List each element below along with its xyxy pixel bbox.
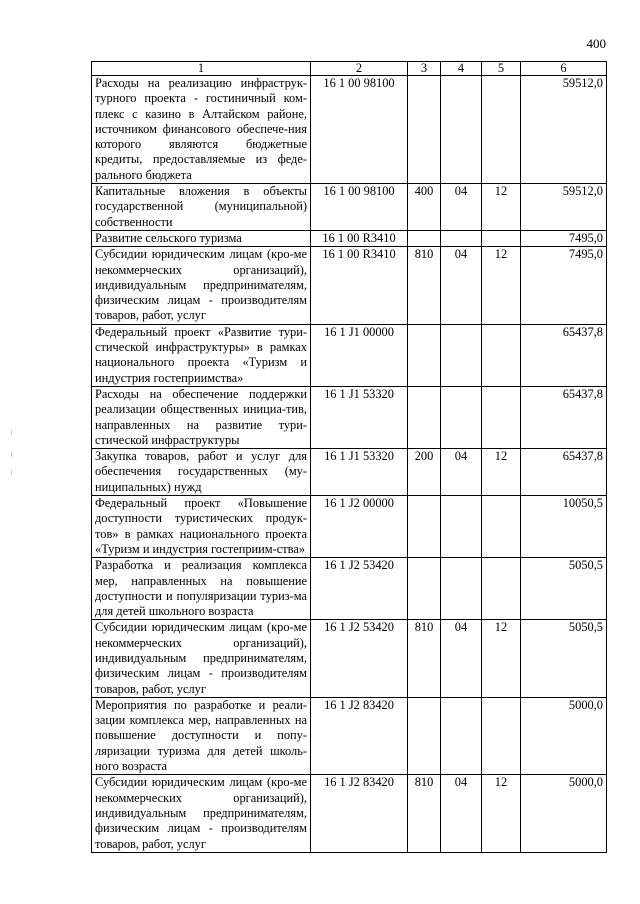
- target-code: 16 1 J2 00000: [311, 496, 408, 558]
- amount: 59512,0: [521, 184, 607, 231]
- expense-name: Разработка и реализация комплекса мер, направленных на повышение доступности и популяризации туриз-ма для детей школьного возраста: [92, 558, 311, 620]
- target-code: 16 1 J2 53420: [311, 620, 408, 697]
- amount: 10050,5: [521, 496, 607, 558]
- target-code: 16 1 00 98100: [311, 76, 408, 184]
- expense-type: [408, 324, 441, 386]
- table-row: [92, 386, 607, 448]
- expense-type: [408, 76, 441, 184]
- page-number: 400: [586, 36, 606, 51]
- column-header-5: 5: [482, 62, 521, 76]
- expense-type: [408, 496, 441, 558]
- expense-type: 810: [408, 775, 441, 852]
- table-row: [92, 558, 607, 620]
- expense-type: 810: [408, 620, 441, 697]
- subsection: [482, 496, 521, 558]
- target-code: 16 1 J1 53320: [311, 386, 408, 448]
- expense-name: Федеральный проект «Повышение доступности туристических продук-тов» в рамках национального проекта «Туризм и индустрия гостеприим-ства»: [92, 496, 311, 558]
- expense-name: Расходы на реализацию инфраструк-турного проекта - гостиничный ком-плекс с казино в Алтайском районе, источником финансового обеспече-ния которого являются бюджетные кредиты, предоставляемые из феде-рального бюджета: [92, 76, 311, 184]
- expense-name: Мероприятия по разработке и реали-зации комплекса мер, направленных на повышение доступности и попу-ляризации туризма для детей школь-ного возраста: [92, 697, 311, 774]
- target-code: 16 1 J1 00000: [311, 324, 408, 386]
- section: [441, 386, 482, 448]
- expense-type: 810: [408, 247, 441, 324]
- section: [441, 697, 482, 774]
- target-code: 16 1 J2 53420: [311, 558, 408, 620]
- amount: 5000,0: [521, 697, 607, 774]
- subsection: 12: [482, 184, 521, 231]
- target-code: 16 1 J1 53320: [311, 449, 408, 496]
- table-row: [92, 775, 607, 852]
- scan-artifact: [11, 430, 12, 435]
- header-row: [92, 62, 607, 76]
- column-header-4: 4: [441, 62, 482, 76]
- budget-table: [91, 61, 607, 853]
- target-code: 16 1 00 R3410: [311, 247, 408, 324]
- section: 04: [441, 620, 482, 697]
- target-code: 16 1 J2 83420: [311, 697, 408, 774]
- expense-type: [408, 386, 441, 448]
- column-header-6: 6: [521, 62, 607, 76]
- section: [441, 324, 482, 386]
- subsection: [482, 697, 521, 774]
- target-code: 16 1 00 98100: [311, 184, 408, 231]
- expense-name: Федеральный проект «Развитие тури-стической инфраструктуры» в рамках национального проекта «Туризм и индустрия гостеприимства»: [92, 324, 311, 386]
- scan-artifact: [11, 452, 12, 457]
- section: 04: [441, 775, 482, 852]
- subsection: [482, 230, 521, 246]
- target-code: 16 1 J2 83420: [311, 775, 408, 852]
- column-header-1: 1: [92, 62, 311, 76]
- section: [441, 230, 482, 246]
- amount: 5050,5: [521, 558, 607, 620]
- table-row: [92, 620, 607, 697]
- amount: 65437,8: [521, 324, 607, 386]
- section: [441, 496, 482, 558]
- amount: 7495,0: [521, 230, 607, 246]
- subsection: [482, 76, 521, 184]
- section: [441, 76, 482, 184]
- expense-type: 400: [408, 184, 441, 231]
- expense-type: 200: [408, 449, 441, 496]
- amount: 59512,0: [521, 76, 607, 184]
- scan-artifact: [11, 470, 12, 475]
- table-row: [92, 324, 607, 386]
- table-header: [92, 62, 607, 76]
- amount: 65437,8: [521, 386, 607, 448]
- table-row: [92, 496, 607, 558]
- column-header-2: 2: [311, 62, 408, 76]
- expense-name: Субсидии юридическим лицам (кро-ме некоммерческих организаций), индивидуальным предпринимателям, физическим лицам - производителям товаров, работ, услуг: [92, 775, 311, 852]
- subsection: 12: [482, 775, 521, 852]
- table-row: [92, 697, 607, 774]
- amount: 65437,8: [521, 449, 607, 496]
- expense-name: Расходы на обеспечение поддержки реализации общественных инициа-тив, направленных на развитие тури-стической инфраструктуры: [92, 386, 311, 448]
- column-header-3: 3: [408, 62, 441, 76]
- expense-type: [408, 697, 441, 774]
- subsection: 12: [482, 449, 521, 496]
- subsection: 12: [482, 620, 521, 697]
- table-row: [92, 230, 607, 246]
- subsection: [482, 324, 521, 386]
- table-row: [92, 184, 607, 231]
- expense-type: [408, 230, 441, 246]
- section: 04: [441, 184, 482, 231]
- section: 04: [441, 247, 482, 324]
- subsection: [482, 386, 521, 448]
- amount: 5050,5: [521, 620, 607, 697]
- table-row: [92, 247, 607, 324]
- expense-name: Капитальные вложения в объекты государственной (муниципальной) собственности: [92, 184, 311, 231]
- amount: 5000,0: [521, 775, 607, 852]
- subsection: [482, 558, 521, 620]
- table-row: [92, 449, 607, 496]
- expense-name: Закупка товаров, работ и услуг для обеспечения государственных (му-ниципальных) нужд: [92, 449, 311, 496]
- expense-type: [408, 558, 441, 620]
- expense-name: Развитие сельского туризма: [92, 230, 311, 246]
- table-row: [92, 76, 607, 184]
- section: [441, 558, 482, 620]
- expense-name: Субсидии юридическим лицам (кро-ме некоммерческих организаций), индивидуальным предпринимателям, физическим лицам - производителям товаров, работ, услуг: [92, 247, 311, 324]
- amount: 7495,0: [521, 247, 607, 324]
- subsection: 12: [482, 247, 521, 324]
- expense-name: Субсидии юридическим лицам (кро-ме некоммерческих организаций), индивидуальным предпринимателям, физическим лицам - производителям товаров, работ, услуг: [92, 620, 311, 697]
- table-body: [92, 76, 607, 853]
- section: 04: [441, 449, 482, 496]
- target-code: 16 1 00 R3410: [311, 230, 408, 246]
